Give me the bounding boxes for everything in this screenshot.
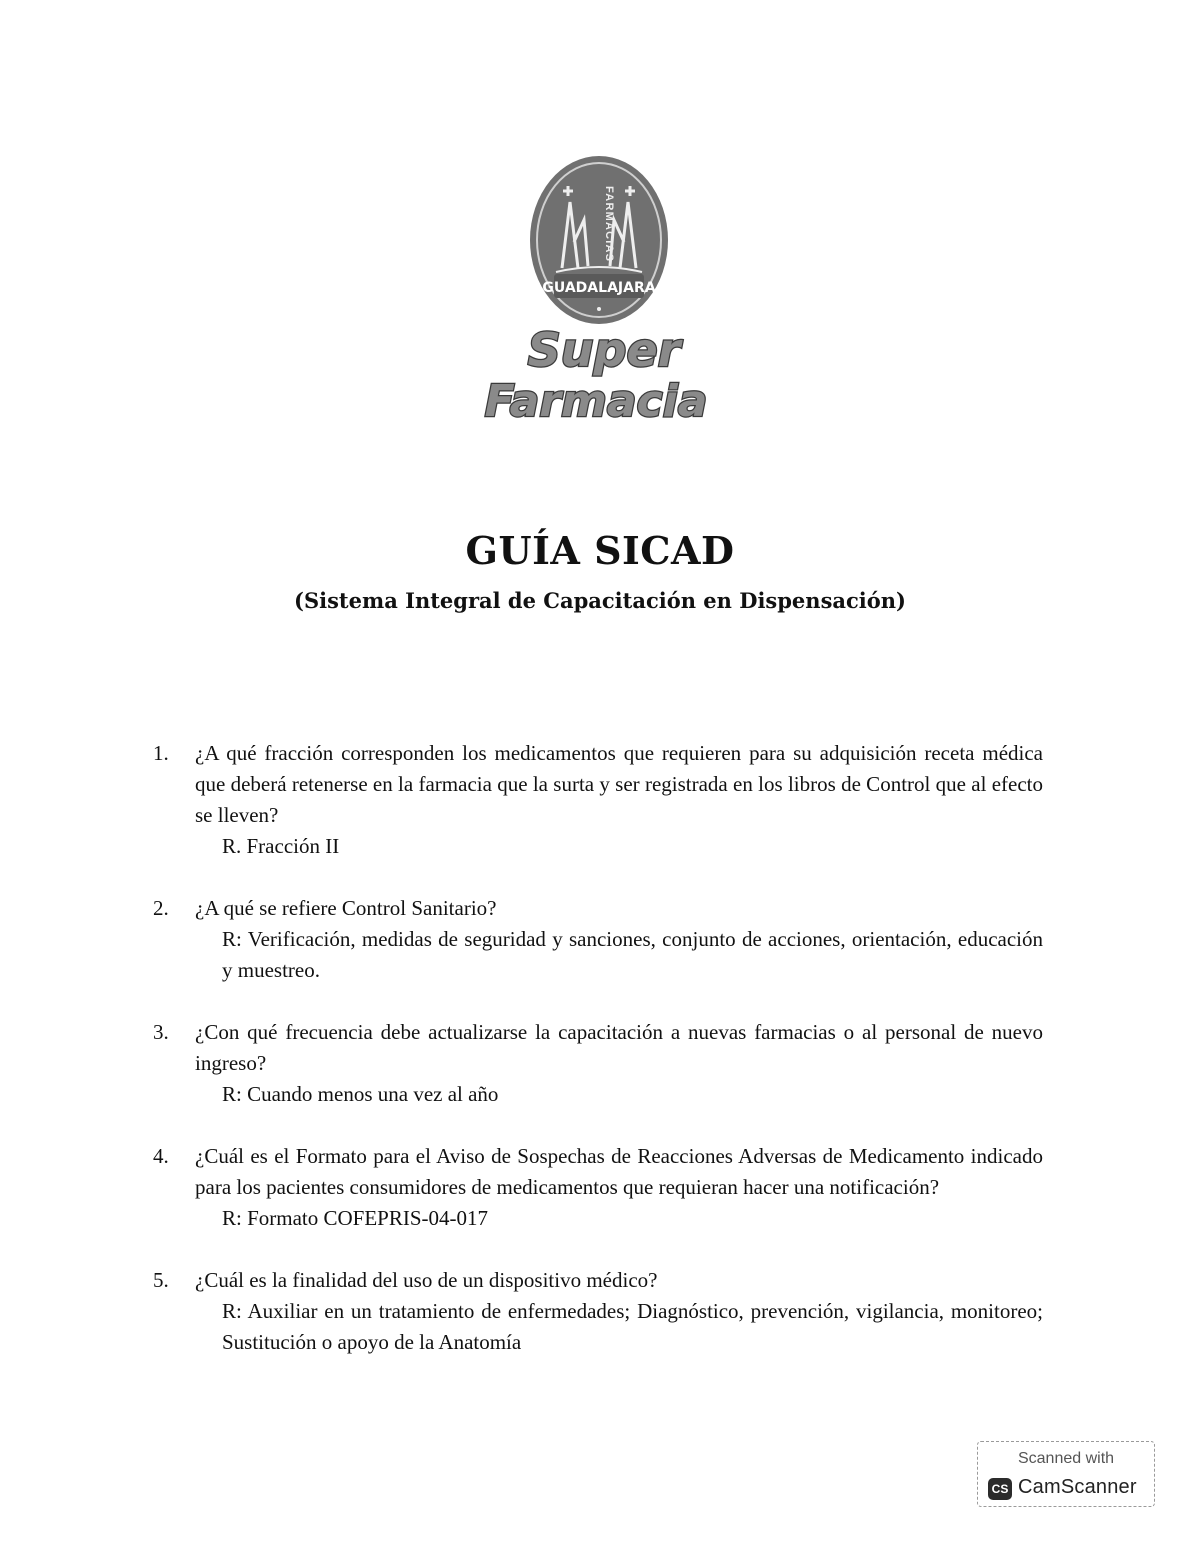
watermark-brand: CamScanner [1018, 1476, 1137, 1498]
answer-text: R: Auxiliar en un tratamiento de enfermedades; Diagnóstico, prevención, vigilancia, monitoreo; Sustitución o apoyo de la Anatomía [222, 1299, 1043, 1354]
logo-band-text: GUADALAJARA [542, 280, 656, 296]
logo-script-farmacia: Farmacia [484, 376, 708, 427]
question-text: ¿A qué fracción corresponden los medicamentos que requieren para su adquisición receta médica que deberá retenerse en la farmacia que la surta y ser registrada en los libros de Control que al efecto se lleven? [195, 741, 1043, 827]
question-list [150, 738, 1043, 1389]
question-text: ¿Con qué frecuencia debe actualizarse la capacitación a nuevas farmacias o al personal de nuevo ingreso? [195, 1020, 1043, 1075]
question-number: 5. [153, 1268, 169, 1292]
question-item [150, 1141, 1043, 1234]
question-number: 4. [153, 1144, 169, 1168]
question-item [150, 738, 1043, 862]
answer-text: R: Cuando menos una vez al año [222, 1082, 499, 1106]
document-subtitle: (Sistema Integral de Capacitación en Dispensación) [294, 588, 906, 613]
question-item [150, 893, 1043, 986]
question-number: 2. [153, 896, 169, 920]
camscanner-logo-icon: CS [988, 1478, 1012, 1500]
question-number: 1. [153, 741, 169, 765]
answer-text: R. Fracción II [222, 834, 340, 858]
question-number: 3. [153, 1020, 169, 1044]
logo-arc-text: FARMACIAS [603, 186, 615, 263]
answer-text: R: Formato COFEPRIS-04-017 [222, 1206, 489, 1230]
camscanner-watermark [977, 1441, 1155, 1507]
question-text: ¿A qué se refiere Control Sanitario? [195, 896, 497, 920]
watermark-caption: Scanned with [1017, 1450, 1115, 1467]
question-item [150, 1265, 1043, 1358]
super-farmacia-logo [470, 150, 730, 440]
logo-script-super: Super [527, 323, 681, 377]
document-title: GUÍA SICAD [465, 528, 735, 573]
question-text: ¿Cuál es la finalidad del uso de un dispositivo médico? [195, 1268, 658, 1292]
answer-text: R: Verificación, medidas de seguridad y sanciones, conjunto de acciones, orientación, educación y muestreo. [222, 927, 1043, 982]
question-item [150, 1017, 1043, 1110]
question-text: ¿Cuál es el Formato para el Aviso de Sospechas de Reacciones Adversas de Medicamento indicado para los pacientes consumidores de medicamentos que requieran hacer una notificación? [195, 1144, 1043, 1199]
